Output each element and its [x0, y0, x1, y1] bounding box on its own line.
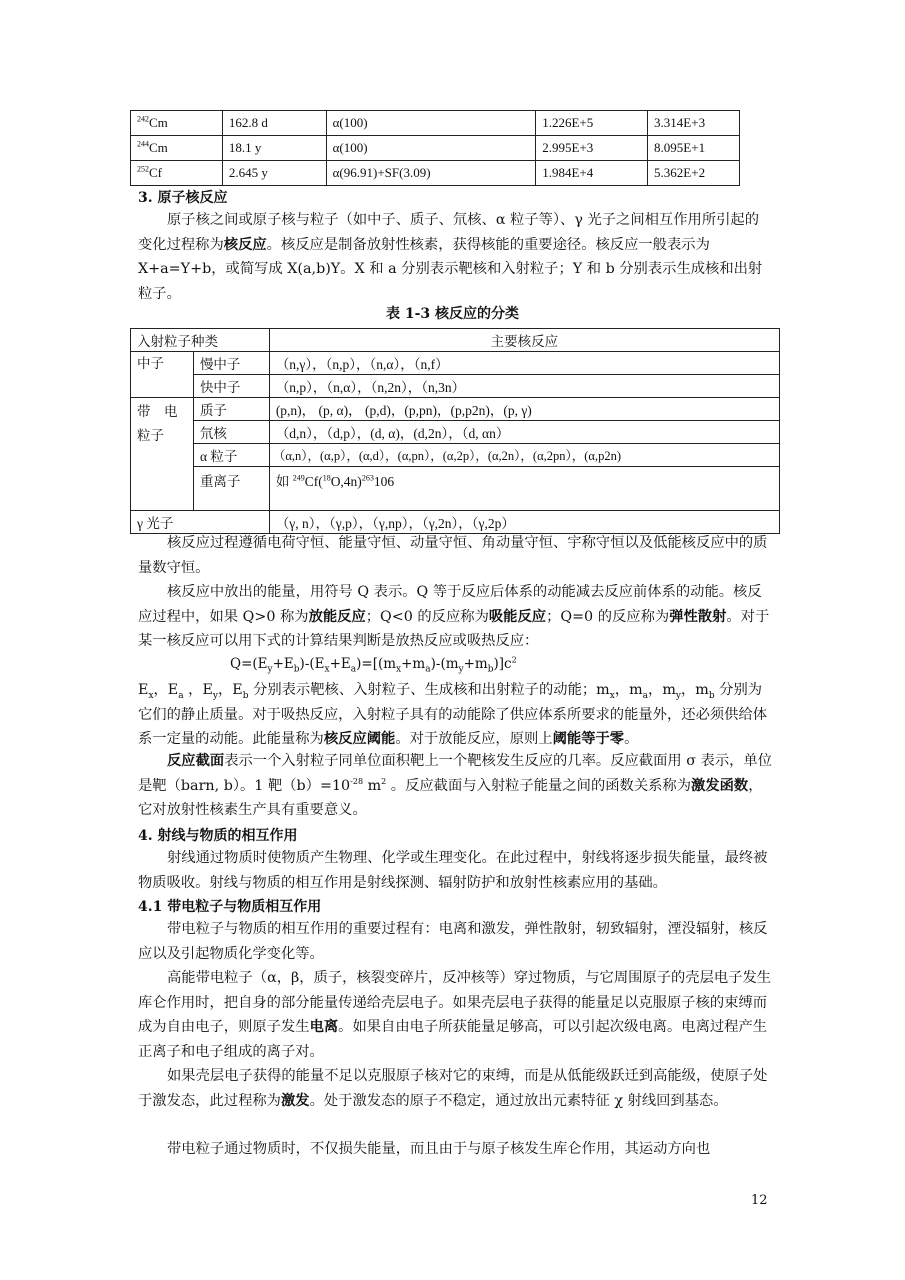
reaction-table	[130, 328, 780, 534]
category-cell: 带 电 粒子	[131, 398, 194, 511]
half-life-cell: 162.8 d	[222, 111, 326, 136]
table-row	[131, 467, 780, 511]
nuclide-table	[130, 110, 740, 186]
section-heading: 4. 射线与物质的相互作用	[138, 828, 298, 844]
category-cell: γ 光子	[131, 511, 270, 534]
decay-cell: α(100)	[326, 136, 536, 161]
paragraph: 核反应中放出的能量，用符号 Q 表示。Q 等于反应后体系的动能减去反应前体系的动能。核反应过程中，如果 Q>0 称为放能反应；Q<0 的反应称为吸能反应；Q=0 的反应称为弹性散射。对于某一核反应可以用下式的计算结果判断是放热反应或吸热反应：	[138, 584, 770, 649]
value-cell: 5.362E+2	[648, 161, 740, 186]
reaction-cell: （n,γ），（n,p），（n,α），（n,f）	[269, 352, 779, 375]
reaction-cell: （d,n），（d,p），(d, α)，(d,2n），（d, αn）	[269, 421, 779, 444]
header-cell: 入射粒子种类	[131, 329, 270, 352]
value-cell: 3.314E+3	[648, 111, 740, 136]
value-cell: 1.226E+5	[536, 111, 648, 136]
paragraph: 原子核之间或原子核与粒子（如中子、质子、氘核、α 粒子等）、γ 光子之间相互作用所引起的变化过程称为核反应。核反应是制备放射性核素，获得核能的重要途径。核反应一般表示为 X+a=Y+b，或简写成 X(a,b)Y。X 和 a 分别表示靶核和入射粒子；Y 和 b 分别表示生成核和出射粒子。	[138, 212, 763, 302]
table-row	[131, 421, 780, 444]
q-value-formula: $Q=(E_y+E_b)-(E_x+E_a)=[(m_x+m_a)-(m_y+m_b)]c^2$	[230, 655, 517, 675]
decay-cell: α(100)	[326, 111, 536, 136]
paragraph: 带电粒子通过物质时，不仅损失能量，而且由于与原子核发生库仑作用，其运动方向也	[167, 1141, 711, 1157]
paragraph: 高能带电粒子（α，β，质子，核裂变碎片，反冲核等）穿过物质，与它周围原子的壳层电子发生库仑作用时，把自身的部分能量传递给壳层电子。如果壳层电子获得的能量足以克服原子核的束缚而成为自由电子，则原子发生电离。如果自由电子所获能量足够高，可以引起次级电离。电离过程产生正离子和电子组成的离子对。	[138, 970, 772, 1060]
subcategory-cell: 氘核	[193, 421, 269, 444]
table-row	[131, 161, 740, 186]
reaction-cell: (p,n)， (p, α)， (p,d)，(p,pn)，(p,p2n)，(p, γ)	[269, 398, 779, 421]
paragraph: $E_x$，$E_a$ ，$E_y$，$E_b$ 分别表示靶核、入射粒子、生成核和出射粒子的动能；$m_x$，$m_a$，$m_y$，$m_b$ 分别为它们的静止质量。对于吸热反应，入射粒子具有的动能除了供应体系所要求的能量外，还必须供给体系一定量的动能。此能量称为核反应阈能。对于放能反应，原则上阈能等于零。	[138, 682, 768, 747]
reaction-cell: （n,p），（n,α），（n,2n），（n,3n）	[269, 375, 779, 398]
subcategory-cell: 慢中子	[193, 352, 269, 375]
reaction-cell: （γ, n），（γ,p），（γ,np），（γ,2n），（γ,2p）	[269, 511, 779, 534]
nuclide-cell: $^{242}$Cm	[131, 111, 223, 136]
page-number: 12	[751, 1193, 768, 1208]
header-cell: 主要核反应	[269, 329, 779, 352]
paragraph: 反应截面表示一个入射粒子同单位面积靶上一个靶核发生反应的几率。反应截面用 σ 表示，单位是靶（barn, b）。1 靶$(b)=10^{-28}$ $m^2$ 。反应截面与入射粒子能量之间的函数关系称为激发函数，它对放射性核素生产具有重要意义。	[138, 753, 773, 818]
table-row	[131, 375, 780, 398]
paragraph: 核反应过程遵循电荷守恒、能量守恒、动量守恒、角动量守恒、宇称守恒以及低能核反应中的质量数守恒。	[138, 535, 768, 576]
subcategory-cell: 重离子	[193, 467, 269, 511]
table-caption: 表 1-3 核反应的分类	[385, 306, 520, 322]
half-life-cell: 2.645 y	[222, 161, 326, 186]
nuclide-cell: $^{244}$Cm	[131, 136, 223, 161]
table-row	[131, 352, 780, 375]
reaction-cell: （α,n），(α,p），(α,d），(α,pn），(α,2p），(α,2n），(α,2pn），(α,p2n)	[269, 444, 779, 467]
table-row	[131, 136, 740, 161]
subcategory-cell: 快中子	[193, 375, 269, 398]
table-row	[131, 398, 780, 421]
category-cell: 中子	[131, 352, 194, 398]
subcategory-cell: α 粒子	[193, 444, 269, 467]
decay-cell: α(96.91)+SF(3.09)	[326, 161, 536, 186]
paragraph: 射线通过物质时使物质产生物理、化学或生理变化。在此过程中，射线将逐步损失能量，最终被物质吸收。射线与物质的相互作用是射线探测、辐射防护和放射性核素应用的基础。	[138, 850, 768, 891]
reaction-cell: 如 $^{249}Cf(^{18}O,4n)^{263}106$	[269, 467, 779, 511]
half-life-cell: 18.1 y	[222, 136, 326, 161]
section-heading: 3. 原子核反应	[138, 190, 228, 206]
value-cell: 1.984E+4	[536, 161, 648, 186]
value-cell: 2.995E+3	[536, 136, 648, 161]
value-cell: 8.095E+1	[648, 136, 740, 161]
paragraph: 带电粒子与物质的相互作用的重要过程有：电离和激发，弹性散射，轫致辐射，湮没辐射，核反应以及引起物质化学变化等。	[138, 921, 768, 962]
section-heading: 4.1 带电粒子与物质相互作用	[138, 899, 322, 915]
table-row	[131, 329, 780, 352]
table-row	[131, 444, 780, 467]
nuclide-cell: $^{252}$Cf	[131, 161, 223, 186]
table-row	[131, 111, 740, 136]
paragraph: 如果壳层电子获得的能量不足以克服原子核对它的束缚，而是从低能级跃迁到高能级，使原子处于激发态，此过程称为激发。处于激发态的原子不稳定，通过放出元素特征 χ 射线回到基态。	[138, 1068, 768, 1109]
subcategory-cell: 质子	[193, 398, 269, 421]
